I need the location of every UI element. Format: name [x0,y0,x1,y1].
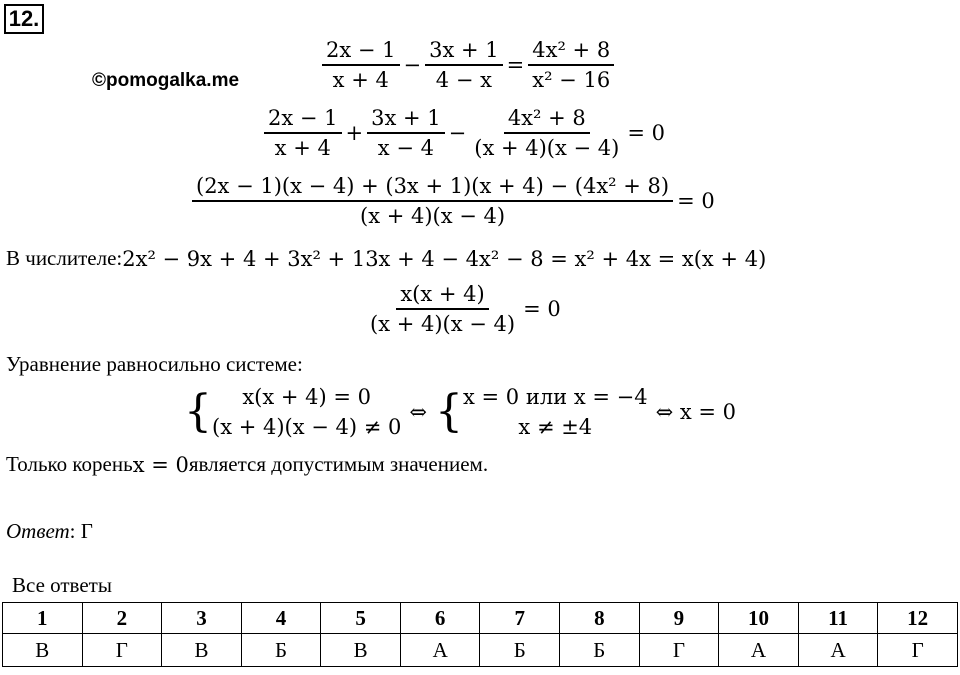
denominator: 4 − x [435,68,492,92]
rhs: = 0 [523,297,561,321]
final-equivalence: ⇔ x = 0 [655,400,737,424]
answer-separator: : [69,519,81,543]
system-2 [463,382,648,442]
answer-number: 4 [241,603,321,634]
equation-3 [192,174,719,228]
denominator: x − 4 [377,136,434,160]
numerator: (2x − 1)(x − 4) + (3x + 1)(x + 4) − (4x² + 8) [192,174,673,202]
fraction [470,106,623,160]
numerator: 3x + 1 [425,38,503,66]
answer-value-cell: Г [878,634,958,667]
fraction [367,106,445,160]
answer-value-cell: В [3,634,83,667]
numerator-line [6,246,766,271]
rhs: = 0 [677,189,715,213]
fraction [322,38,400,92]
system-2-line-2: x ≠ ±4 [518,415,593,439]
numerator: x(x + 4) [396,282,488,310]
answer-number: 10 [719,603,799,634]
answers-table [2,602,958,667]
answer-value-cell: А [719,634,799,667]
rhs: = 0 [627,121,665,145]
fraction [192,174,673,228]
equation-1 [322,38,614,92]
numerator: 2x − 1 [264,106,342,134]
numerator: 3x + 1 [367,106,445,134]
answers-values-row [3,634,958,667]
denominator: x + 4 [274,136,331,160]
system-intro: Уравнение равносильно системе: [6,352,303,376]
answer-number: 5 [321,603,401,634]
answer-number: 6 [400,603,480,634]
equation-2 [264,106,669,160]
fraction [264,106,342,160]
denominator: x + 4 [332,68,389,92]
answer-number: 8 [560,603,640,634]
operator: + [345,121,364,145]
system-1-line-2: (x + 4)(x − 4) ≠ 0 [212,415,402,439]
answers-header-row [3,603,958,634]
answer-value-cell: А [798,634,878,667]
all-answers-caption: Все ответы [12,573,112,597]
conclusion-pre: Только корень [6,452,133,476]
answer-value-cell: Г [639,634,719,667]
equivalence-sign: ⇔ [409,400,427,424]
answer [6,519,93,544]
denominator: (x + 4)(x − 4) [474,136,620,160]
answer-value-cell: А [400,634,480,667]
numerator: 2x − 1 [322,38,400,66]
answer-value-cell: Г [82,634,162,667]
system-1 [212,382,401,442]
fraction [528,38,614,92]
denominator: x² − 16 [532,68,611,92]
operator: − [403,53,422,77]
answer-number: 7 [480,603,560,634]
answer-number: 3 [162,603,242,634]
conclusion [6,452,488,477]
denominator: (x + 4)(x − 4) [360,204,506,228]
answer-number: 11 [798,603,878,634]
problem-number: 12. [4,4,44,34]
numerator-expression: 2x² − 9x + 4 + 3x² + 13x + 4 − 4x² − 8 = x² + 4x = x(x + 4) [122,246,767,271]
numerator-label: В числителе: [6,246,123,270]
fraction [425,38,503,92]
conclusion-root: x = 0 [132,452,189,477]
answer-number: 2 [82,603,162,634]
left-brace: { [435,386,463,437]
conclusion-post: является допустимым значением. [188,452,489,476]
system-1-line-1: x(x + 4) = 0 [242,385,372,409]
numerator: 4x² + 8 [528,38,614,66]
equation-4 [366,282,565,336]
left-brace: { [184,386,212,437]
numerator: 4x² + 8 [504,106,590,134]
answer-value-cell: В [162,634,242,667]
system-block [184,382,744,442]
answer-number: 9 [639,603,719,634]
watermark: ©pomogalka.me [92,70,240,91]
answer-value-cell: Б [480,634,560,667]
answer-value-cell: В [321,634,401,667]
operator: = [506,53,525,77]
answer-value-cell: Б [560,634,640,667]
denominator: (x + 4)(x − 4) [370,312,516,336]
answer-number: 12 [878,603,958,634]
answer-value: Г [80,519,93,543]
answer-label: Ответ [6,519,70,543]
operator: − [448,121,467,145]
answer-value-cell: Б [241,634,321,667]
system-2-line-1: x = 0 или x = −4 [463,385,648,409]
answer-number: 1 [3,603,83,634]
fraction [366,282,519,336]
